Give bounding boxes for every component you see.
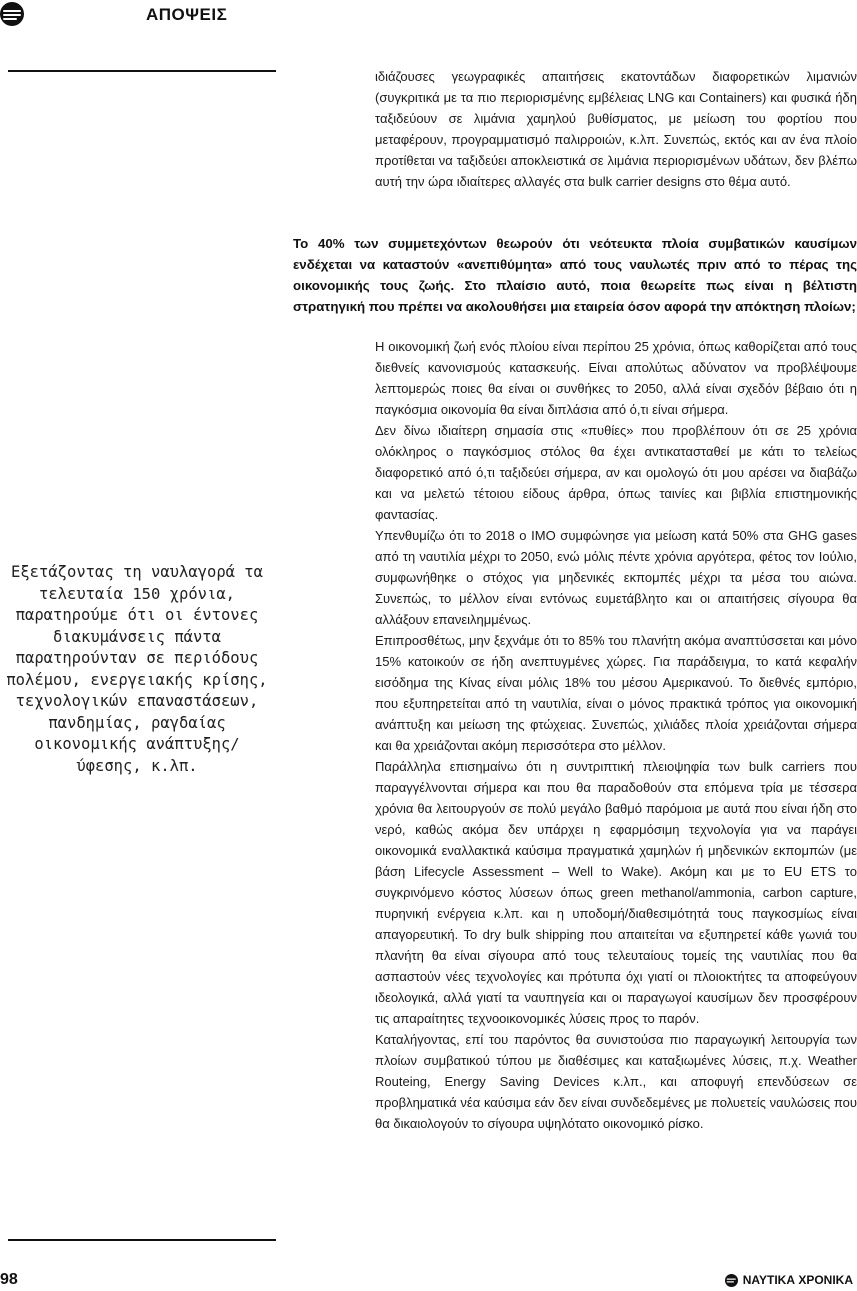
- intro-paragraph: ιδιάζουσες γεωγραφικές απαιτήσεις εκατοντάδων διαφορετικών λιμανιών (συγκριτικά με τα πιο περιορισμένης εμβέλειας LNG και Containers) και φυσικά ήδη ταξιδεύουν σε λιμάνια χαμηλού βυθίσματος, με μείωση του φορτίου που μεταφέρουν, προγραμματισμό παλιρροιών, κ.λπ. Συνεπώς, εκτός και αν ένα πλοίο προτίθεται να ταξιδεύει αποκλειστικά σε λιμάνια περιορισμένων υδάτων, δεν βλέπω αυτή την ώρα ιδιαίτερες αλλαγές στα bulk carrier designs στο θέμα αυτό.: [375, 69, 857, 189]
- interview-question: Το 40% των συμμετεχόντων θεωρούν ότι νεότευκτα πλοία συμβατικών καυσίμων ενδέχεται να καταστούν «ανεπιθύμητα» από τους ναυλωτές πριν από το πέρας της οικονομικής τους ζωής. Στο πλαίσιο αυτό, ποια θεωρείτε πως είναι η βέλτιστη στρατηγική που πρέπει να ακολουθήσει μια εταιρεία όσον αφορά την απόκτηση πλοίων;: [293, 236, 857, 314]
- answer-paragraph-1: Η οικονομική ζωή ενός πλοίου είναι περίπου 25 χρόνια, όπως καθορίζεται από τους διεθνείς κανονισμούς κατασκευής. Είναι απολύτως αδύνατον να προβλέψουμε λεπτομερώς ποιες θα είναι οι συνθήκες το 2050, αλλά είναι σχεδόν βέβαιο ότι η παγκόσμια οικονομία θα είναι διπλάσια από ό,τι είναι σήμερα.: [375, 339, 857, 417]
- answer-paragraph-5: Παράλληλα επισημαίνω ότι η συντριπτική πλειοψηφία των bulk carriers που παραγγέλνονται σήμερα και που θα παραδοθούν στα επόμενα τρία με τέσσερα χρόνια θα λειτουργούν σε πολύ μεγάλο βαθμό παρόμοια με αυτά που είναι ήδη στο νερό, καθώς ακόμα δεν υπάρχει η εφαρμόσιμη τεχνολογία για να παράγει οικονομικά εναλλακτικά καύσιμα πραγματικά χαμηλών ή μηδενικών εκπομπών (με βάση Lifecycle Assessment – Well to Wake). Ακόμη και με το EU ETS το συγκρινόμενο κόστος λύσεων όπως green methanol/ammonia, carbon capture, πυρηνική ενέργεια κ.λπ. και η υποδομή/διαθεσιμότητά τους παγκοσμίως είναι απαγορευτική. Το dry bulk shipping που απαιτείται να εξυπηρετεί κάθε γωνιά του πλανήτη θα είναι σίγουρα από τους τελευταίους τομείς της ναυτιλίας που θα ασπαστούν νέες τεχνολογίες και πρότυπα όχι γιατί οι πλοιοκτήτες τα αποφεύγουν ιδεολογικά, αλλά γιατί τα ναυπηγεία και οι παραγωγοί καυσίμων δεν προσφέρουν τις απαραίτητες τεχνοοικονομικές λύσεις προς το παρόν.: [375, 759, 857, 1026]
- circle-stripes-icon: [0, 0, 32, 28]
- brand-name: ΝΑΥΤΙΚΑ ΧΡΟΝΙΚΑ: [742, 1273, 853, 1287]
- section-title: ΑΠΟΨΕΙΣ: [146, 5, 228, 24]
- page-number: 98: [0, 1271, 18, 1288]
- answer-paragraph-6: Καταλήγοντας, επί του παρόντος θα συνιστούσα πιο παραγωγική λειτουργία των πλοίων συμβατικού τύπου με διαθέσιμες και καταξιωμένες λύσεις, π.χ. Weather Routeing, Energy Saving Devices κ.λπ., και αποφυγή επενδύσεων σε προβληματικά νέα καύσιμα εάν δεν είναι συνδεδεμένες με πολυετείς ναυλώσεις που θα δικαιολογούν το σίγουρα υψηλότατο οικονομικό ρίσκο.: [375, 1032, 857, 1131]
- answer-paragraph-2: Δεν δίνω ιδιαίτερη σημασία στις «πυθίες» που προβλέπουν ότι σε 25 χρόνια ολόκληρος ο παγκόσμιος στόλος θα έχει αντικατασταθεί με κάτι το τελείως διαφορετικό από ό,τι ταξιδεύει σήμερα, αν και ομολογώ ότι μου αρέσει να διαβάζω και να μελετώ τέτοιου είδους άρθρα, όπως ταινίες και βιβλία επιστημονικής φαντασίας.: [375, 423, 857, 522]
- interview-answer: [375, 336, 857, 1134]
- circle-stripes-icon: [725, 1274, 738, 1287]
- pull-quote: Εξετάζοντας τη ναυλαγορά τα τελευταία 150 χρόνια, παρατηρούμε ότι οι έντονες διακυμάνσεις πάντα παρατηρούνταν σε περιόδους πολέμου, ενεργειακής κρίσης, τεχνολογικών επαναστάσεων, πανδημίας, ραγδαίας οικονομικής ανάπτυξης/ύφεσης, κ.λπ.: [6, 563, 268, 775]
- footer-brand: [725, 1273, 853, 1287]
- answer-paragraph-3: Υπενθυμίζω ότι το 2018 ο IMO συμφώνησε για μείωση κατά 50% στα GHG gases από τη ναυτιλία μέχρι το 2050, ενώ μόλις πέντε χρόνια αργότερα, φέτος τον Ιούλιο, συμφωνήθηκε ο στόχος για μηδενικές εκπομπές μέχρι τα μέσα του αιώνα. Συνεπώς, το μέλλον είναι εντόνως ευμετάβλητο και οι απαιτήσεις σίγουρα θα αλλάξουν επανειλημμένως.: [375, 528, 857, 627]
- answer-paragraph-4: Επιπροσθέτως, μην ξεχνάμε ότι το 85% του πλανήτη ακόμα αναπτύσσεται και μόνο 15% κατοικούν σε ήδη ανεπτυγμένες χώρες. Για παράδειγμα, το κατά κεφαλήν εισόδημα της Κίνας είναι μόλις 18% του μέσου Αμερικανού. Το διεθνές εμπόριο, που εξυπηρετείται από τη ναυτιλία, είναι ο μόνος πρακτικά τρόπος για οικονομική ανάπτυξη και μείωση της φτώχειας. Συνεπώς, χιλιάδες πλοία χρειάζονται σήμερα και θα χρειάζονται ακόμη περισσότερα στο μέλλον.: [375, 633, 857, 753]
- divider-top: [8, 70, 276, 72]
- divider-bottom: [8, 1239, 276, 1241]
